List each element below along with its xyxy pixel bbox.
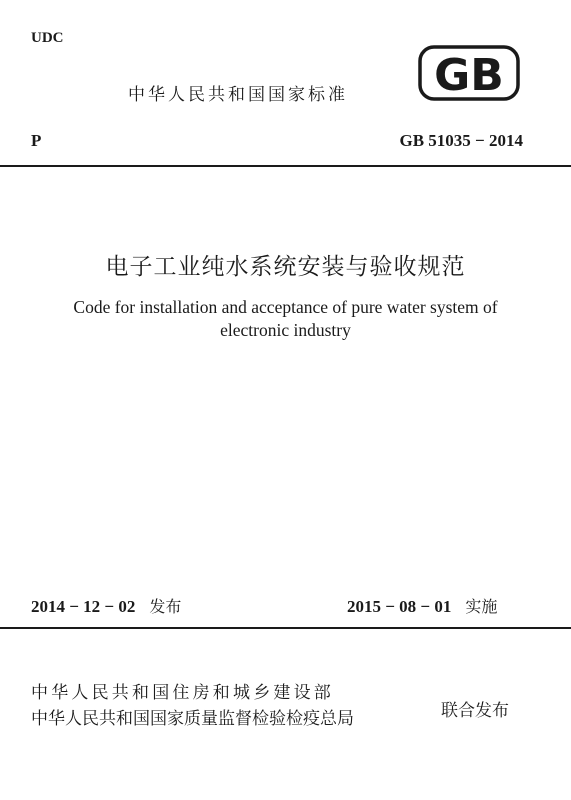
category-code: P [31,131,42,150]
issue-label: 发布 [149,597,182,616]
title-chinese: 电子工业纯水系统安装与验收规范 [105,254,466,280]
gb-logo [418,45,520,101]
issue-date-block [31,594,181,617]
udc-label: UDC [31,30,64,46]
standard-code: GB 51035 − 2014 [399,131,523,150]
gb-logo-text: GB [434,50,504,101]
issuer-quality-administration: 中华人民共和国国家质量监督检验检疫总局 [31,709,354,729]
joint-issue-label: 联合发布 [441,701,509,721]
effective-label: 实施 [465,597,498,616]
effective-date-block [347,594,497,617]
effective-date: 2015 − 08 − 01 [347,597,452,616]
issuer-housing-ministry: 中华人民共和国住房和城乡建设部 [31,683,334,703]
issue-date: 2014 − 12 − 02 [31,597,136,616]
issuers-block [31,680,354,732]
top-divider [0,165,571,167]
bottom-divider [0,627,571,629]
title-english [20,296,551,342]
standard-type-label: 中华人民共和国国家标准 [128,85,348,105]
title-english-line1: Code for installation and acceptance of pure water system of [73,297,498,317]
title-english-line2: electronic industry [220,320,351,340]
